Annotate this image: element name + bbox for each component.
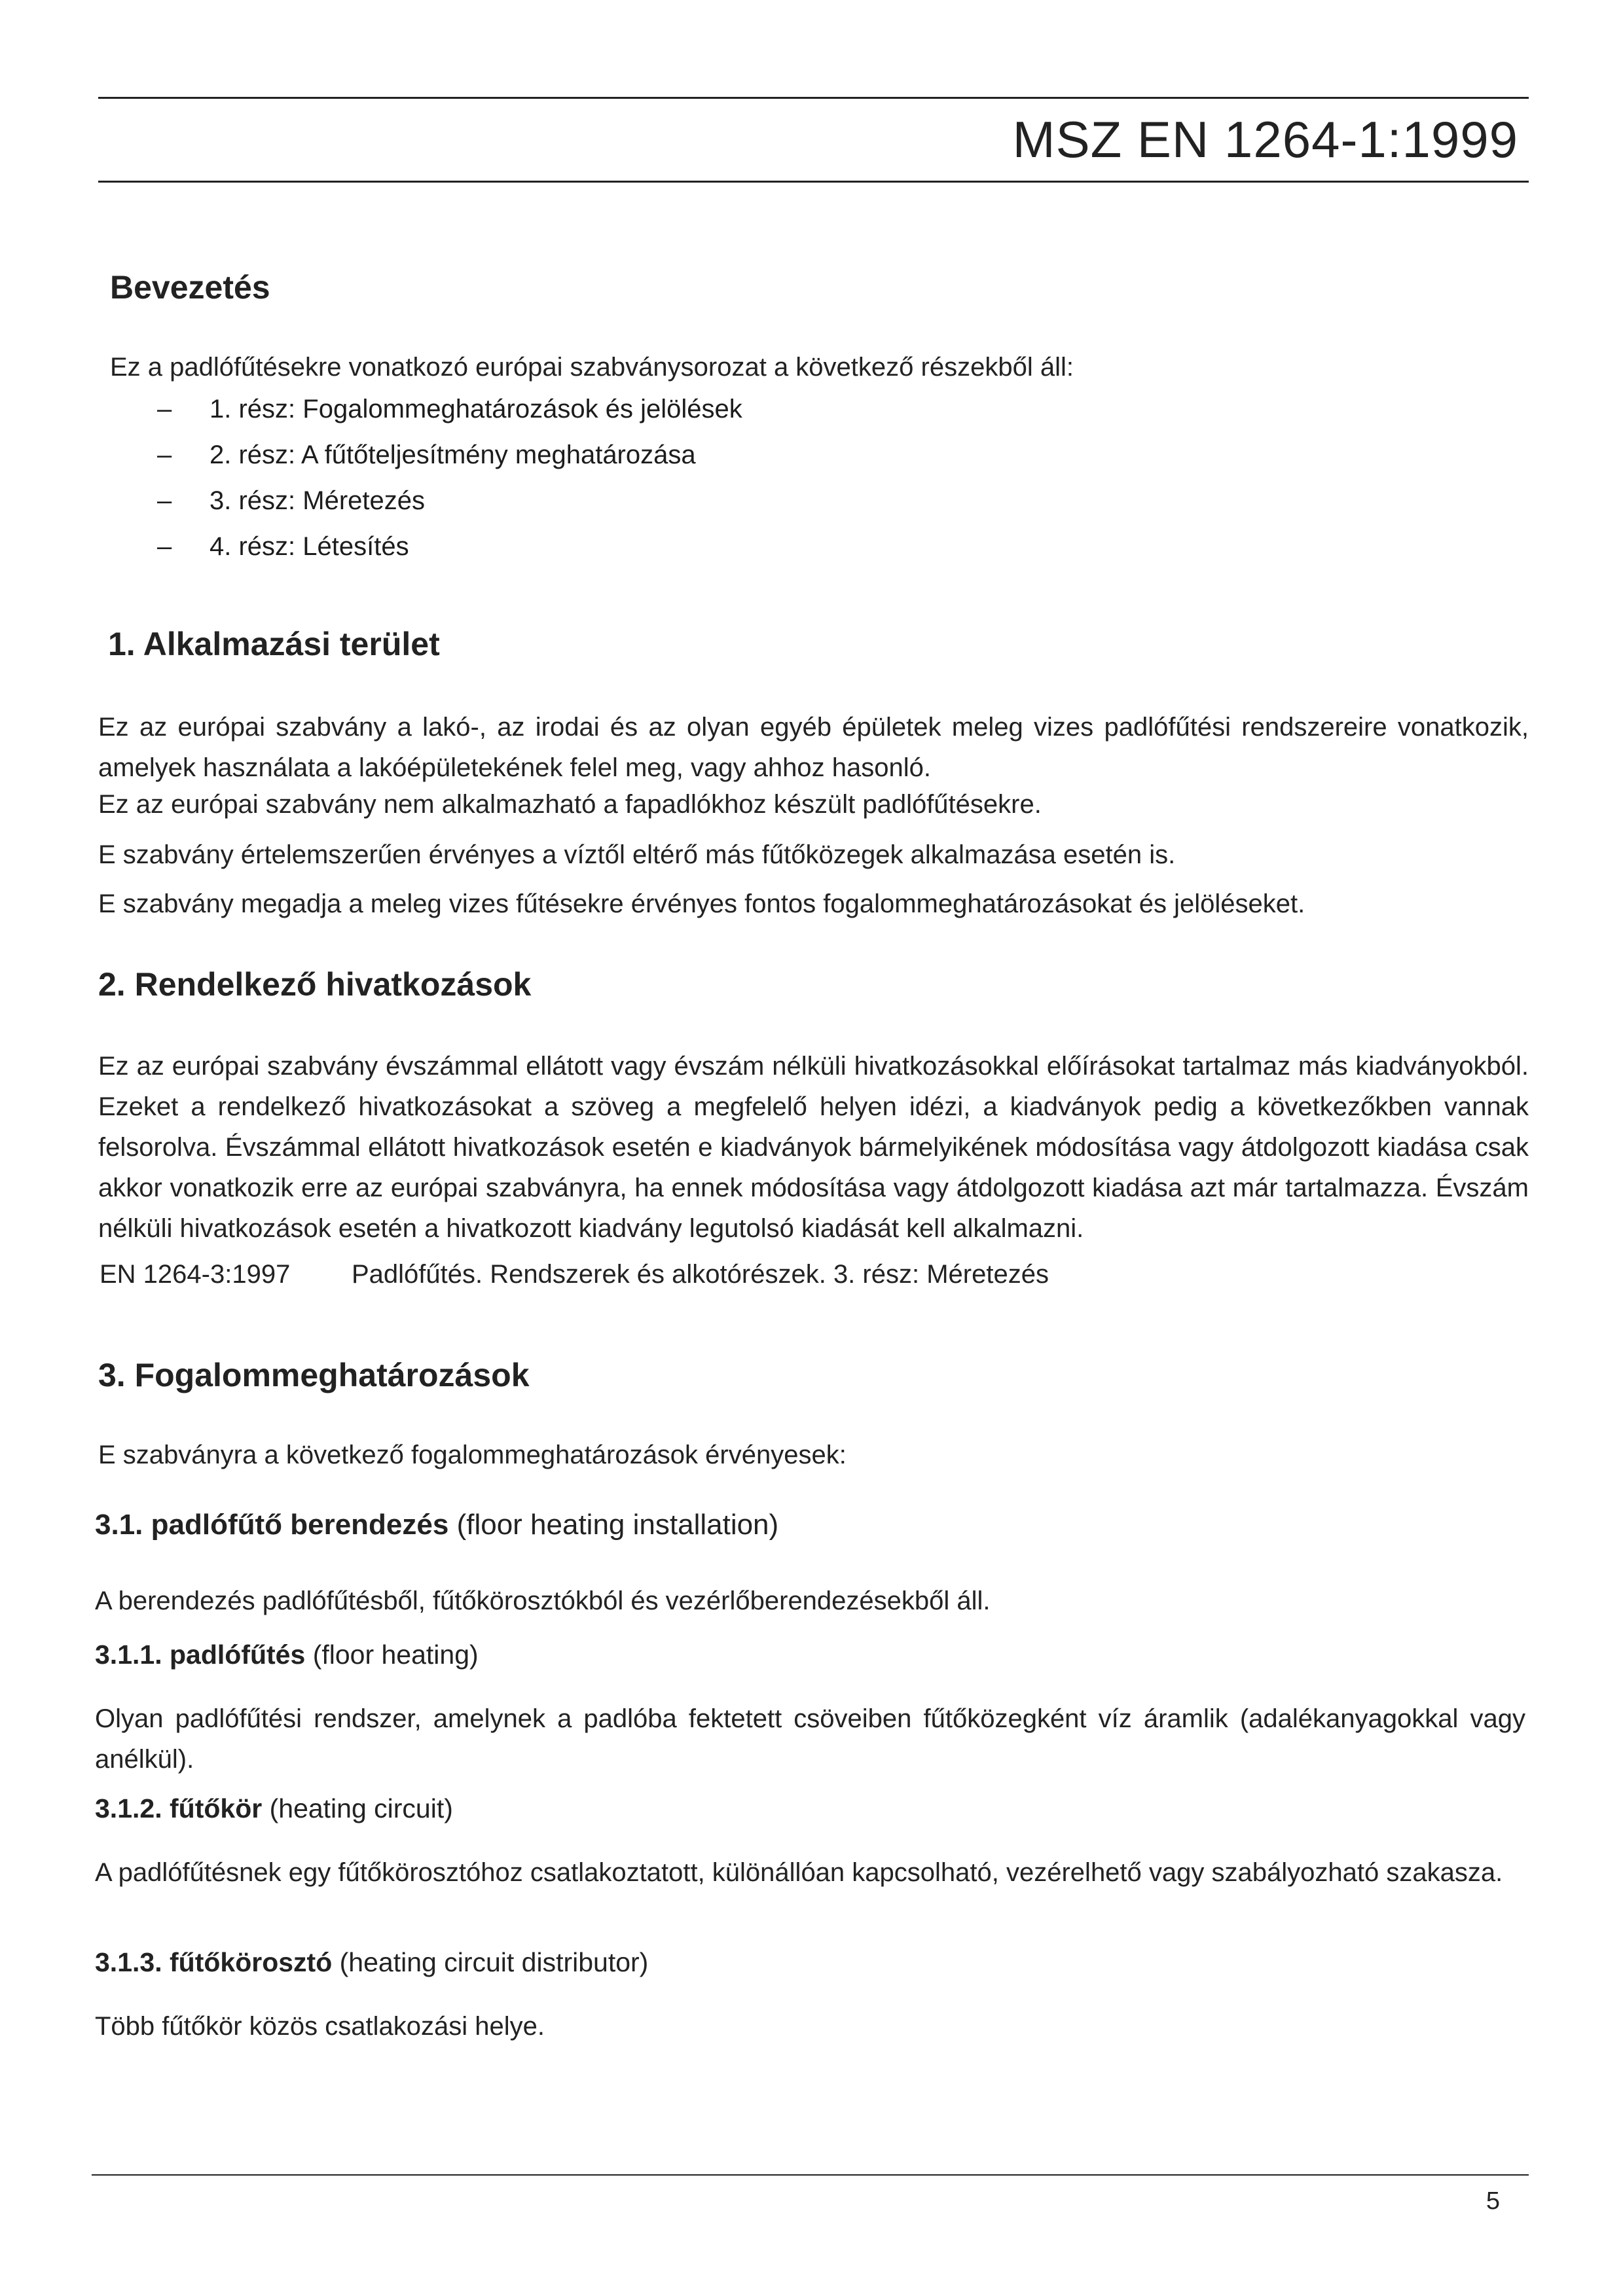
definition-heading: [95, 1640, 479, 1670]
definition-text: A padlófűtésnek egy fűtőkörosztóhoz csatlakoztatott, különállóan kapcsolható, vezérelhető vagy szabályozható szakasza.: [95, 1858, 1503, 1887]
list-dash: –: [157, 395, 172, 423]
definition-english: (heating circuit distributor): [339, 1947, 649, 1977]
list-item: – 4. rész: Létesítés: [157, 524, 742, 569]
section-1-paragraph: E szabvány értelemszerűen érvényes a víztől eltérő más fűtőközegek alkalmazása esetén is.: [98, 840, 1176, 869]
reference-title: Padlófűtés. Rendszerek és alkotórészek. 3. rész: Méretezés: [352, 1260, 1049, 1289]
section-1-paragraph: Ez az európai szabvány a lakó-, az irodai és az olyan egyéb épületek meleg vizes padlófűtési rendszereire vonatkozik, amelyek használata a lakóépületekének felel meg, vagy ahhoz hasonló.: [98, 713, 1529, 782]
section-2-heading: 2. Rendelkező hivatkozások: [98, 966, 532, 1003]
section-1-paragraph: E szabvány megadja a meleg vizes fűtésekre érvényes fontos fogalommeghatározásokat és jelöléseket.: [98, 889, 1305, 918]
header-top-rule: [98, 97, 1529, 99]
standard-number: MSZ EN 1264-1:1999: [1012, 111, 1518, 168]
list-dash: –: [157, 532, 172, 561]
intro-lead: Ez a padlófűtésekre vonatkozó európai szabványsorozat a következő részekből áll:: [110, 353, 1074, 382]
definition-text: Több fűtőkör közös csatlakozási helye.: [95, 2012, 545, 2041]
definition-number: 3.1.: [95, 1509, 143, 1541]
definition-english: (heating circuit): [269, 1793, 453, 1823]
header-bottom-rule: [98, 181, 1529, 183]
definition-english: (floor heating installation): [456, 1509, 779, 1541]
definition-number: 3.1.3.: [95, 1947, 162, 1977]
definition-term: padlófűtés: [170, 1640, 306, 1670]
section-3-heading: 3. Fogalommeghatározások: [98, 1357, 530, 1393]
list-dash: –: [157, 440, 172, 469]
section-1-heading: 1. Alkalmazási terület: [108, 626, 440, 662]
list-item: – 3. rész: Méretezés: [157, 478, 742, 524]
definition-number: 3.1.2.: [95, 1793, 162, 1823]
section-1-paragraph: Ez az európai szabvány nem alkalmazható a fapadlókhoz készült padlófűtésekre.: [98, 790, 1042, 819]
list-item: – 1. rész: Fogalommeghatározások és jelölések: [157, 386, 742, 432]
definition-text: Olyan padlófűtési rendszer, amelynek a padlóba fektetett csöveiben fűtőközegként víz áramlik (adalékanyagokkal vagy anélkül).: [95, 1704, 1525, 1774]
definition-english: (floor heating): [312, 1640, 479, 1670]
definition-term: fűtőkör: [170, 1793, 263, 1823]
list-item: – 2. rész: A fűtőteljesítmény meghatározása: [157, 432, 742, 478]
reference-code: EN 1264-3:1997: [100, 1260, 291, 1289]
definition-heading: [95, 1947, 648, 1978]
list-dash: –: [157, 486, 172, 515]
definition-term: padlófűtő berendezés: [151, 1509, 449, 1541]
footer-rule: [92, 2174, 1529, 2176]
parts-list: [157, 386, 742, 569]
definition-term: fűtőkörosztó: [170, 1947, 333, 1977]
section-3-lead: E szabványra a következő fogalommeghatározások érvényesek:: [98, 1441, 847, 1469]
definition-heading: [95, 1509, 778, 1541]
intro-heading: Bevezetés: [110, 269, 270, 306]
reference-row: [100, 1260, 1049, 1289]
definition-heading: [95, 1793, 453, 1824]
section-2-paragraph: Ez az európai szabvány évszámmal ellátott vagy évszám nélküli hivatkozásokkal előírásokat tartalmaz más kiadványokból. Ezeket a rendelkező hivatkozásokat a szöveg a megfelelő helyen idézi, a kiadványok pedig a következőkben vannak felsorolva. Évszámmal ellátott hivatkozások esetén e kiadványok bármelyikének módosítása vagy átdolgozott kiadása csak akkor vonatkozik erre az európai szabványra, ha ennek módosítása vagy átdolgozott kiadása azt már tartalmazza. Évszám nélküli hivatkozások esetén a hivatkozott kiadvány legutolsó kiadását kell alkalmazni.: [98, 1052, 1529, 1243]
definition-text: A berendezés padlófűtésből, fűtőkörosztókból és vezérlőberendezésekből áll.: [95, 1587, 991, 1615]
definition-number: 3.1.1.: [95, 1640, 162, 1670]
page-number: 5: [1486, 2187, 1500, 2215]
